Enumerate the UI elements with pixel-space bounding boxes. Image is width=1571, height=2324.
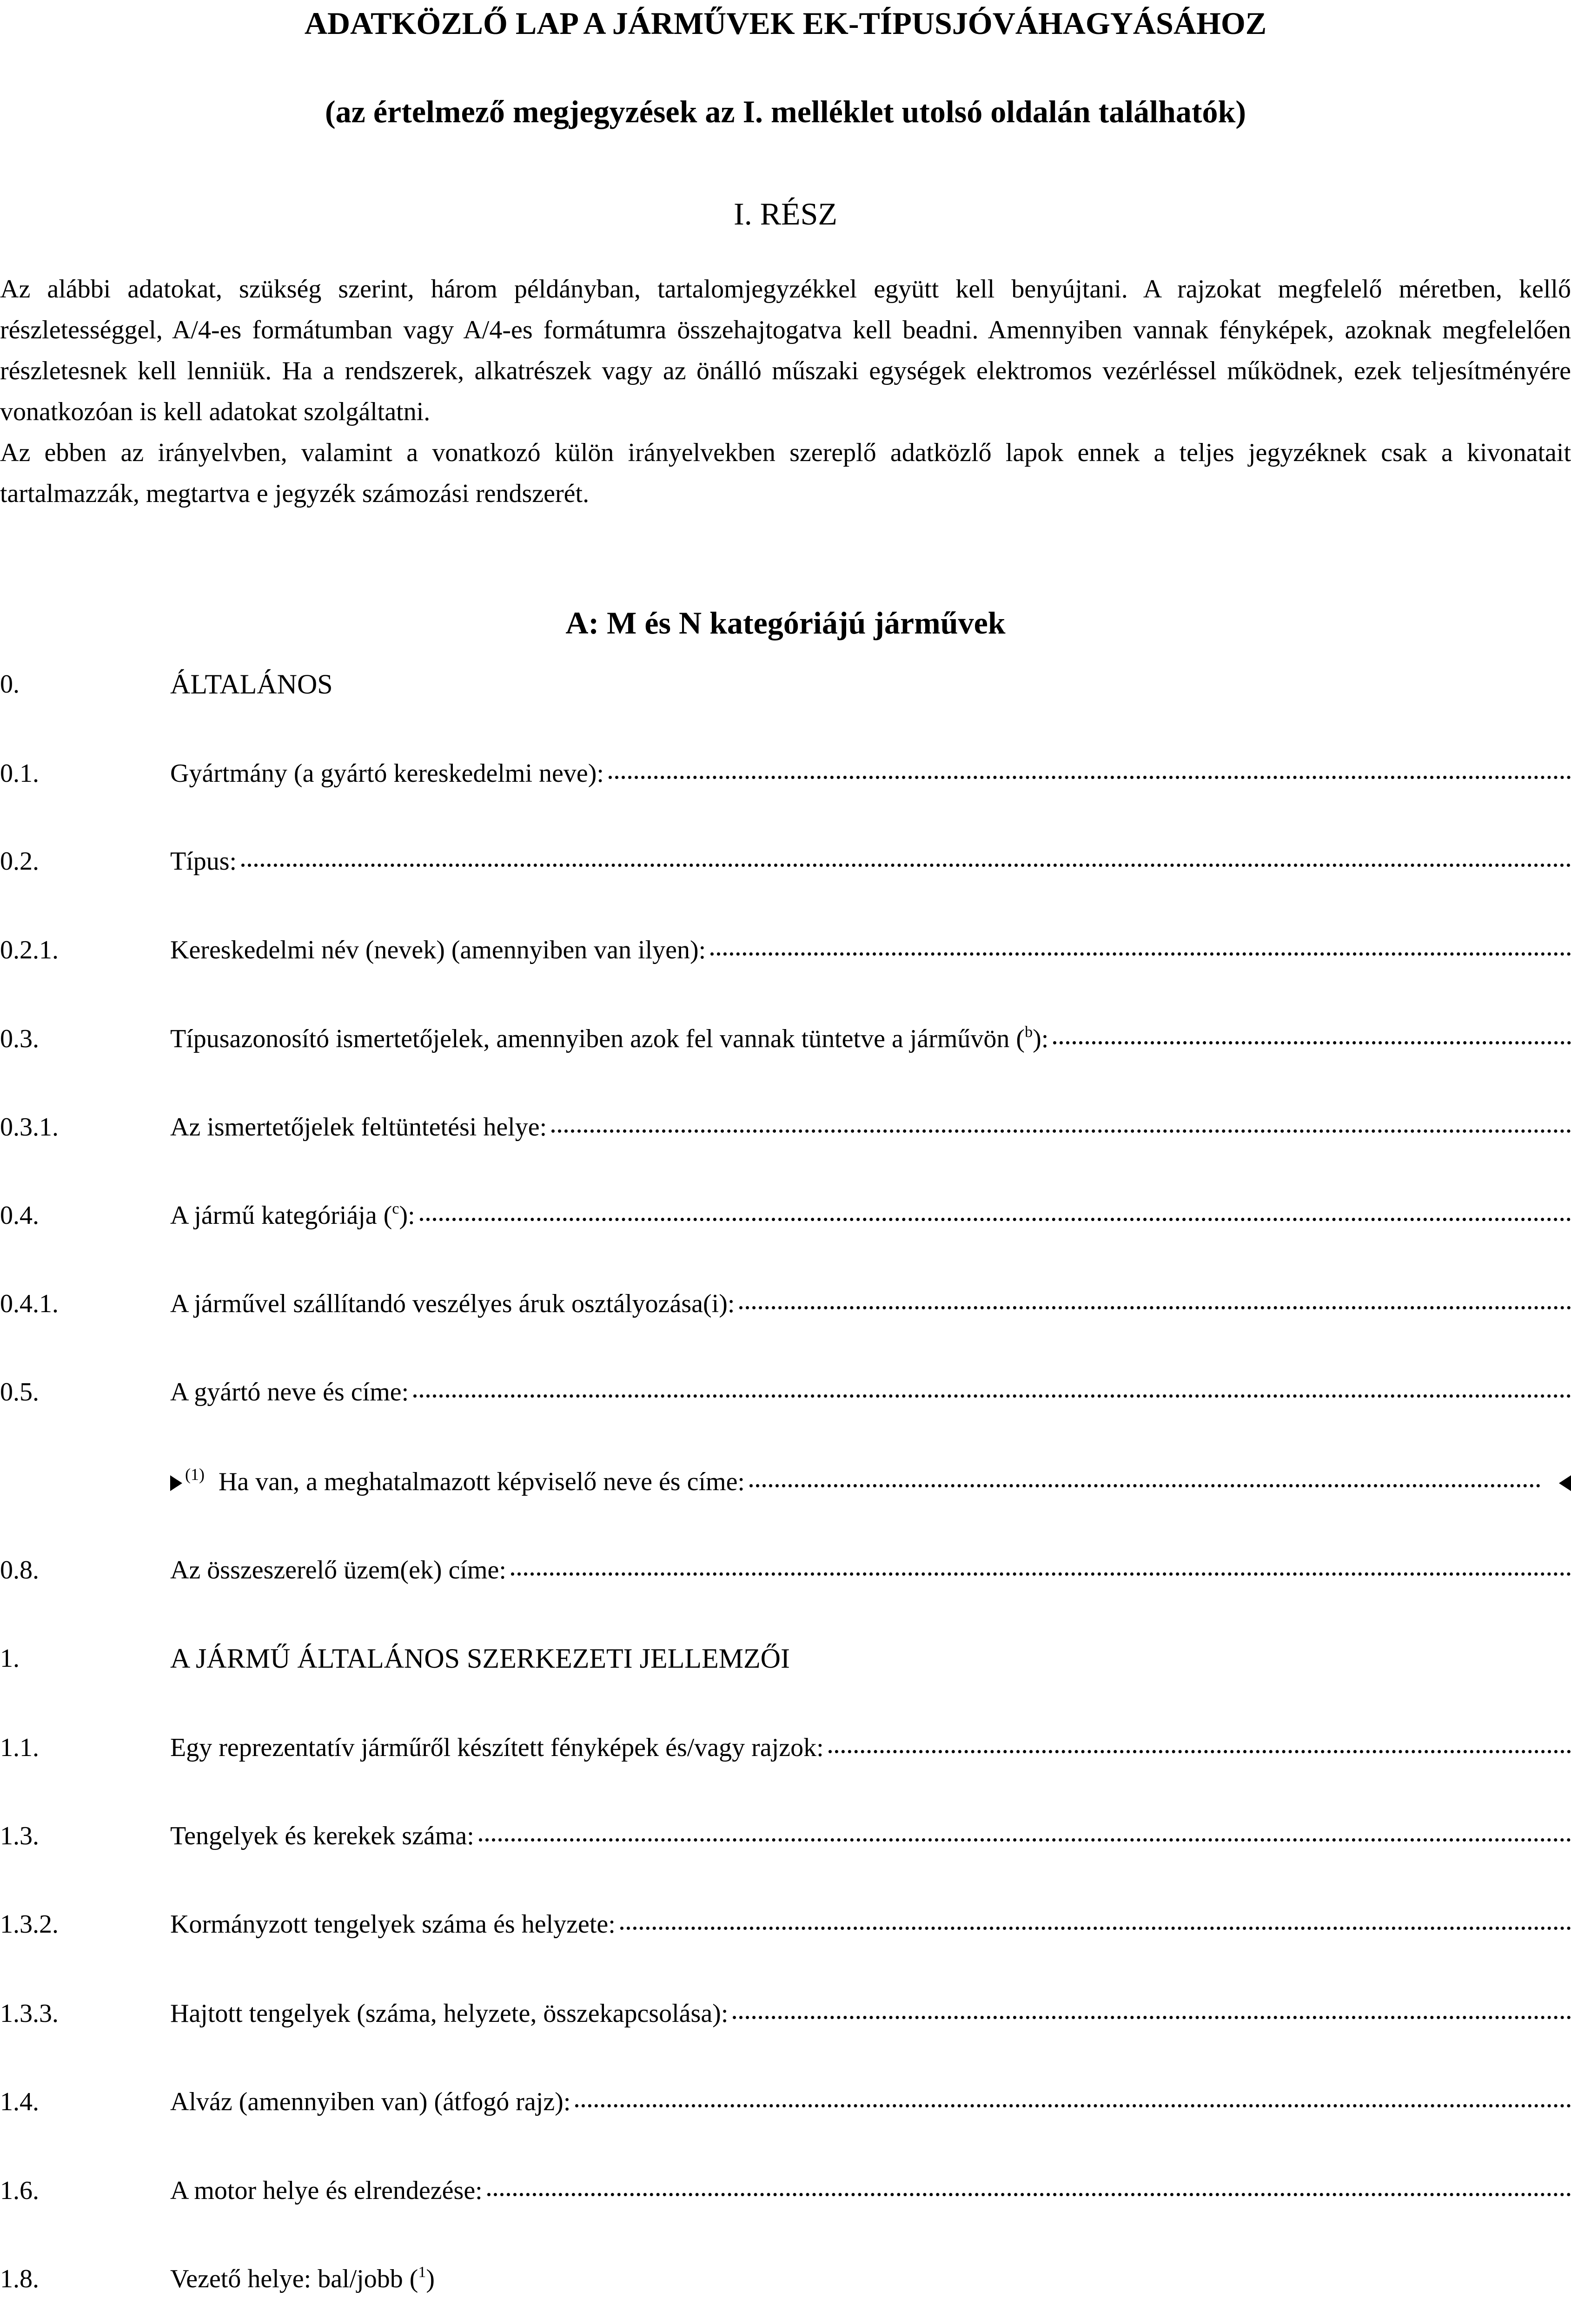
form-row xyxy=(0,1640,1571,1677)
item-content xyxy=(170,1906,1571,1943)
item-content xyxy=(170,1729,1571,1766)
item-content xyxy=(170,843,1571,880)
item-content xyxy=(170,2260,1571,2301)
item-label: A járművel szállítandó veszélyes áruk osztályozása(i): xyxy=(170,1289,735,1318)
item-label: A JÁRMŰ ÁLTALÁNOS SZERKEZETI JELLEMZŐI xyxy=(170,1643,790,1674)
item-label: Az ismertetőjelek feltüntetési helye: xyxy=(170,1113,547,1142)
fill-in-dotted-line[interactable] xyxy=(749,1484,1540,1487)
item-number: 0.3.1. xyxy=(0,1113,59,1142)
item-content xyxy=(170,1109,1571,1146)
item-label-suffix: ): xyxy=(1033,1024,1049,1053)
item-content xyxy=(170,1373,1571,1411)
form-row xyxy=(0,1463,1571,1500)
item-content xyxy=(170,1197,1571,1238)
item-number: 1.4. xyxy=(0,2087,39,2116)
form-row xyxy=(0,1729,1571,1766)
item-label: Az összeszerelő üzem(ek) címe: xyxy=(170,1556,506,1585)
fill-in-dotted-line[interactable] xyxy=(420,1218,1571,1221)
fill-in-dotted-line[interactable] xyxy=(609,776,1571,779)
item-label: Hajtott tengelyek (száma, helyzete, összekapcsolása): xyxy=(170,1999,729,2028)
fill-in-dotted-line[interactable] xyxy=(241,864,1571,867)
item-content xyxy=(170,1552,1571,1589)
fill-in-dotted-line[interactable] xyxy=(487,2193,1571,2196)
fill-in-dotted-line[interactable] xyxy=(1053,1041,1571,1044)
amendment-end-marker-icon xyxy=(1559,1475,1571,1491)
item-content xyxy=(170,1640,1571,1677)
fill-in-dotted-line[interactable] xyxy=(620,1927,1571,1930)
fill-in-dotted-line[interactable] xyxy=(511,1572,1571,1576)
item-content xyxy=(170,1285,1571,1322)
item-number: 1.8. xyxy=(0,2265,39,2293)
fill-in-dotted-line[interactable] xyxy=(710,952,1571,956)
item-content xyxy=(170,1817,1571,1855)
footnote-reference: b xyxy=(1025,1023,1033,1041)
item-number: 1.3. xyxy=(0,1822,39,1850)
form-row xyxy=(0,2172,1571,2209)
item-content xyxy=(170,2172,1571,2209)
item-content xyxy=(170,1020,1571,1061)
fill-in-dotted-line[interactable] xyxy=(413,1394,1571,1398)
item-number: 0.4. xyxy=(0,1201,39,1230)
fill-in-dotted-line[interactable] xyxy=(575,2104,1571,2107)
item-number: 0.4.1. xyxy=(0,1289,59,1318)
item-label: A jármű kategóriája ( xyxy=(170,1201,392,1230)
item-label-suffix: ) xyxy=(426,2265,435,2293)
item-label: A motor helye és elrendezése: xyxy=(170,2176,483,2205)
item-label: Kormányzott tengelyek száma és helyzete: xyxy=(170,1910,616,1939)
form-row xyxy=(0,1906,1571,1943)
item-number: 1.6. xyxy=(0,2176,39,2205)
document-title: ADATKÖZLŐ LAP A JÁRMŰVEK EK-TÍPUSJÓVÁHAGYÁSÁHOZ xyxy=(304,6,1267,41)
document-subtitle: (az értelmező megjegyzések az I. melléklet utolsó oldalán találhatók) xyxy=(325,94,1246,129)
item-number: 0.5. xyxy=(0,1378,39,1406)
item-number: 1.1. xyxy=(0,1733,39,1762)
form-row xyxy=(0,666,1571,703)
item-label: Ha van, a meghatalmazott képviselő neve és címe: xyxy=(218,1467,745,1496)
item-label: Vezető helye: bal/jobb ( xyxy=(170,2265,418,2293)
form-row xyxy=(0,1373,1571,1411)
fill-in-dotted-line[interactable] xyxy=(829,1750,1571,1753)
form-row xyxy=(0,1995,1571,2032)
item-label: Tengelyek és kerekek száma: xyxy=(170,1822,474,1850)
item-content xyxy=(170,2083,1571,2120)
part-heading: I. RÉSZ xyxy=(734,196,837,231)
form-row xyxy=(0,843,1571,880)
item-number: 1. xyxy=(0,1644,20,1673)
item-content xyxy=(170,1463,1571,1503)
form-row xyxy=(0,1817,1571,1855)
item-content xyxy=(170,931,1571,969)
item-number: 0.2. xyxy=(0,847,39,876)
item-label: Típus: xyxy=(170,847,237,876)
item-number: 0. xyxy=(0,670,20,699)
item-content xyxy=(170,755,1571,792)
form-row xyxy=(0,1552,1571,1589)
item-content xyxy=(170,1995,1571,2032)
form-row xyxy=(0,2083,1571,2120)
fill-in-dotted-line[interactable] xyxy=(479,1838,1571,1842)
item-label: Típusazonosító ismertetőjelek, amennyiben azok fel vannak tüntetve a járművön ( xyxy=(170,1024,1025,1053)
item-number: 0.1. xyxy=(0,759,39,788)
item-number: 0.3. xyxy=(0,1024,39,1053)
form-row xyxy=(0,2260,1571,2298)
item-label: ÁLTALÁNOS xyxy=(170,669,333,700)
item-label: Egy reprezentatív járműről készített fényképek és/vagy rajzok: xyxy=(170,1733,824,1762)
intro-text xyxy=(0,269,1571,514)
item-number: 1.3.2. xyxy=(0,1910,59,1939)
form-row xyxy=(0,755,1571,792)
intro-paragraph-2: Az ebben az irányelvben, valamint a vonatkozó külön irányelvekben szereplő adatközlő lapok ennek a teljes jegyzéknek csak a kivonatait tartalmazzák, megtartva e jegyzék számozási rendszerét. xyxy=(0,438,1571,508)
item-number: 0.2.1. xyxy=(0,936,59,964)
fill-in-dotted-line[interactable] xyxy=(739,1306,1571,1309)
item-label-suffix: ): xyxy=(399,1201,415,1230)
item-label: Gyártmány (a gyártó kereskedelmi neve): xyxy=(170,759,604,788)
footnote-reference: c xyxy=(392,1200,399,1217)
item-label: Kereskedelmi név (nevek) (amennyiben van ilyen): xyxy=(170,936,706,964)
form-row xyxy=(0,1020,1571,1057)
form-row xyxy=(0,1109,1571,1146)
intro-paragraph-1: Az alábbi adatokat, szükség szerint, három példányban, tartalomjegyzékkel együtt kell benyújtani. A rajzokat megfelelő méretben, kellő részletességgel, A/4-es formátumban vagy A/4-es formátumra összehajtogatva kell beadni. Amennyiben vannak fényképek, azoknak megfelelően részletesnek kell lenniük. Ha a rendszerek, alkatrészek vagy az önálló műszaki egységek elektromos vezérléssel működnek, ezek teljesítményére vonatkozóan is kell adatokat szolgáltatni. xyxy=(0,275,1571,426)
amendment-start-marker-icon xyxy=(170,1475,182,1491)
amendment-note: (1) xyxy=(185,1465,205,1484)
item-label: Alváz (amennyiben van) (átfogó rajz): xyxy=(170,2087,571,2116)
form-row xyxy=(0,1197,1571,1234)
item-content xyxy=(170,666,1571,703)
section-title: A: M és N kategóriájú járművek xyxy=(565,605,1006,640)
fill-in-dotted-line[interactable] xyxy=(733,2016,1571,2019)
item-number: 1.3.3. xyxy=(0,1999,59,2028)
fill-in-dotted-line[interactable] xyxy=(551,1129,1571,1133)
item-number: 0.8. xyxy=(0,1556,39,1585)
form-row xyxy=(0,931,1571,969)
form-row xyxy=(0,1285,1571,1322)
footnote-reference: 1 xyxy=(418,2264,426,2281)
item-label: A gyártó neve és címe: xyxy=(170,1378,409,1406)
